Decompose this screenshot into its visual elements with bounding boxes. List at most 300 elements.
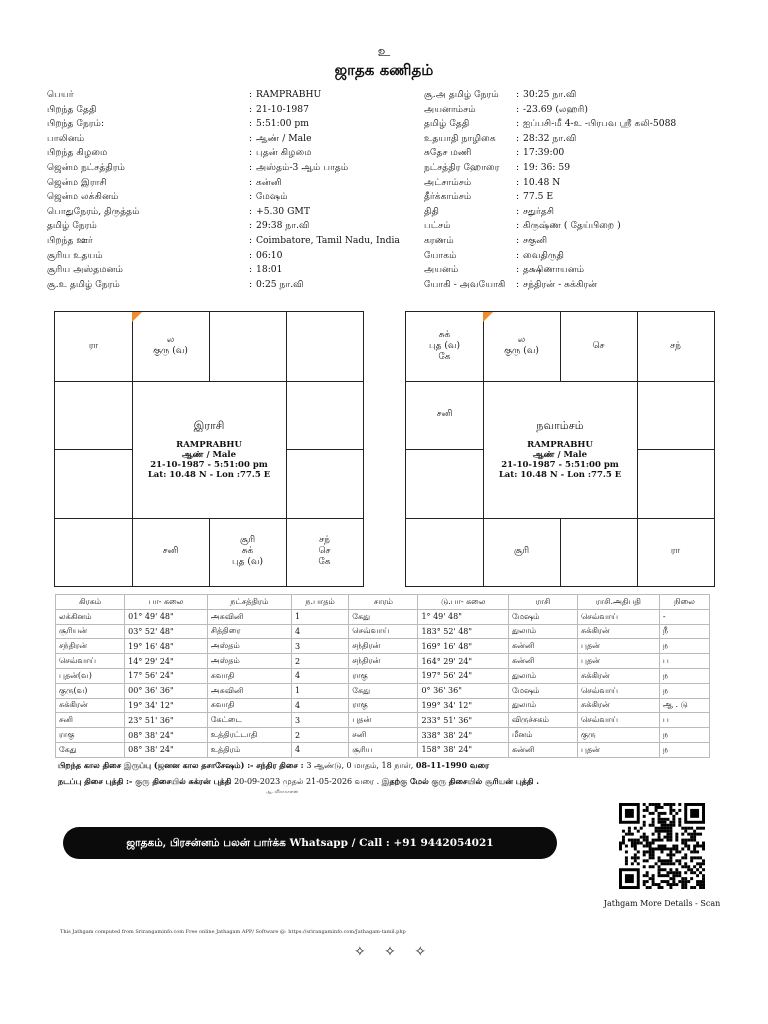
qr-module <box>699 845 702 848</box>
qr-module <box>681 865 684 868</box>
chart-house <box>286 312 363 381</box>
qr-module <box>666 859 669 862</box>
table-cell: மேஷம் <box>508 683 577 698</box>
table-row <box>56 654 710 669</box>
qr-module <box>696 842 699 845</box>
table-cell: உத்திரட்டாதி <box>207 728 291 743</box>
qr-module <box>666 853 669 856</box>
chart-house <box>55 449 132 518</box>
qr-module <box>696 850 699 853</box>
qr-module <box>666 827 669 830</box>
right-info-list <box>424 88 744 298</box>
info-label: ஜென்ம இராசி <box>47 176 107 188</box>
qr-module <box>643 850 646 853</box>
info-value: RAMPRABHU <box>256 89 322 100</box>
info-colon: : <box>249 220 253 232</box>
table-cell: கேது <box>349 683 418 698</box>
table-cell: 08° 38' 24" <box>125 742 208 757</box>
chart-house <box>132 518 209 587</box>
info-colon: : <box>516 147 520 159</box>
table-cell: 169° 16' 48" <box>418 639 509 654</box>
qr-module <box>702 880 705 883</box>
table-cell: சந்திரன் <box>349 639 418 654</box>
qr-module <box>640 836 643 839</box>
table-cell: 0° 36' 36" <box>418 683 509 698</box>
qr-module <box>684 827 687 830</box>
qr-module <box>661 886 664 889</box>
chart-house <box>406 449 483 518</box>
current-dasa-range: 20-09-2023 முதல் 21-05-2026 வரை . <box>234 777 382 786</box>
chart-house <box>637 381 714 450</box>
qr-module <box>672 880 675 883</box>
chart-house <box>209 518 286 587</box>
chart-house <box>406 312 483 381</box>
qr-module <box>646 880 649 883</box>
qr-module <box>702 862 705 865</box>
qr-module <box>699 880 702 883</box>
table-cell: செவ்வாய் <box>578 713 660 728</box>
page-title: ஜாதக கணிதம் <box>334 61 434 79</box>
info-row <box>47 190 387 205</box>
qr-module <box>625 856 628 859</box>
qr-module <box>693 836 696 839</box>
info-value: Coimbatore, Tamil Nadu, India <box>256 235 400 246</box>
qr-module <box>672 803 675 806</box>
table-cell: 1 <box>291 683 348 698</box>
qr-module <box>693 845 696 848</box>
qr-module <box>675 836 678 839</box>
qr-module <box>625 845 628 848</box>
table-cell: 08° 38' 24" <box>125 728 208 743</box>
qr-module <box>696 880 699 883</box>
qr-finder <box>690 809 699 818</box>
qr-module <box>672 862 675 865</box>
info-value: அஸ்தம்-3 ஆம் பாதம் <box>256 162 349 173</box>
info-row <box>47 278 387 293</box>
qr-module <box>690 850 693 853</box>
qr-module <box>655 806 658 809</box>
table-cell: ந <box>659 728 709 743</box>
table-cell: 338° 38' 24" <box>418 728 509 743</box>
qr-module <box>669 871 672 874</box>
chart-latlon: Lat: 10.48 N - Lon :77.5 E <box>498 469 622 480</box>
qr-module <box>669 827 672 830</box>
qr-module <box>646 886 649 889</box>
qr-module <box>669 806 672 809</box>
table-cell: அசுவினி <box>207 609 291 624</box>
qr-module <box>649 847 652 850</box>
qr-module <box>666 833 669 836</box>
qr-module <box>669 824 672 827</box>
qr-module <box>699 833 702 836</box>
ornament-icon: ✧ ✧ ✧ <box>354 944 434 960</box>
qr-module <box>643 853 646 856</box>
qr-code-icon[interactable] <box>619 803 705 889</box>
info-value: 10.48 N <box>523 176 561 188</box>
table-cell: 197° 56' 24" <box>418 668 509 683</box>
table-cell: ந <box>659 742 709 757</box>
table-cell: புதன் <box>349 713 418 728</box>
info-colon: : <box>516 278 520 290</box>
info-value: புதன் கிழமை <box>256 147 312 159</box>
table-cell: 164° 29' 24" <box>418 654 509 669</box>
qr-module <box>658 833 661 836</box>
info-row <box>47 205 387 220</box>
left-info-list <box>47 88 400 298</box>
info-row <box>47 219 387 234</box>
info-value: தக்ஷிணாயனம் <box>523 264 585 276</box>
current-dasa-label: நடப்பு திசை புத்தி :- குரு திசையில் சுக்ரன் புத்தி <box>58 776 235 786</box>
info-value: வைதிருதி <box>523 249 565 261</box>
table-cell: ஆ . டு <box>659 698 709 713</box>
dasa-balance-label: பிறந்த கால திசை இருப்பு (ஜனன கால தசாசேஷம்) :- சந்திர திசை : <box>58 760 307 770</box>
qr-module <box>631 842 634 845</box>
chart-house <box>286 518 363 587</box>
info-value: மேஷம் <box>256 191 288 203</box>
qr-module <box>643 809 646 812</box>
qr-module <box>655 862 658 865</box>
chart-native-name: RAMPRABHU <box>527 439 593 450</box>
info-label: பாலினம் <box>47 132 85 144</box>
qr-caption: Jathgam More Details - Scan <box>603 899 721 908</box>
qr-module <box>702 847 705 850</box>
qr-module <box>631 856 634 859</box>
qr-module <box>684 842 687 845</box>
qr-module <box>658 812 661 815</box>
info-label: சூரிய அஸ்தமனம் <box>47 264 123 276</box>
qr-module <box>658 883 661 886</box>
qr-module <box>661 818 664 821</box>
qr-module <box>655 809 658 812</box>
qr-module <box>658 815 661 818</box>
info-colon: : <box>249 176 253 188</box>
qr-module <box>672 883 675 886</box>
qr-module <box>652 856 655 859</box>
qr-module <box>640 827 643 830</box>
info-colon: : <box>249 162 253 173</box>
qr-module <box>702 874 705 877</box>
chart-datetime: 21-10-1987 - 5:51:00 pm <box>501 459 619 470</box>
qr-module <box>649 850 652 853</box>
chart-house <box>55 381 132 450</box>
qr-module <box>658 803 661 806</box>
qr-module <box>646 836 649 839</box>
info-colon: : <box>516 264 520 276</box>
qr-module <box>684 886 687 889</box>
qr-module <box>681 833 684 836</box>
info-value: 0:25 நா.வி <box>256 278 304 290</box>
chart-house <box>637 449 714 518</box>
qr-module <box>690 877 693 880</box>
qr-module <box>675 847 678 850</box>
qr-module <box>690 827 693 830</box>
info-colon: : <box>249 147 253 159</box>
table-cell: 4 <box>291 624 348 639</box>
table-row <box>56 624 710 639</box>
qr-module <box>678 821 681 824</box>
info-colon: : <box>249 235 253 246</box>
table-cell: 3 <box>291 639 348 654</box>
qr-module <box>663 836 666 839</box>
qr-module <box>652 833 655 836</box>
qr-module <box>646 842 649 845</box>
info-value: 29:38 நா.வி <box>256 220 310 232</box>
info-value: +5.30 GMT <box>256 205 310 217</box>
qr-module <box>687 839 690 842</box>
qr-module <box>702 827 705 830</box>
chart-house <box>560 518 637 587</box>
info-value: 19: 36: 59 <box>523 162 571 173</box>
qr-module <box>699 871 702 874</box>
qr-module <box>652 865 655 868</box>
info-value: 17:39:00 <box>523 147 565 159</box>
dasa-balance-line <box>58 760 489 771</box>
qr-module <box>643 803 646 806</box>
table-cell: ராகு <box>56 728 125 743</box>
qr-module <box>658 847 661 850</box>
info-value: 06:10 <box>256 249 283 261</box>
qr-module <box>661 874 664 877</box>
column-header: நட்சத்திரம் <box>207 595 291 610</box>
qr-module <box>661 827 664 830</box>
qr-module <box>631 862 634 865</box>
table-cell: ந <box>659 668 709 683</box>
table-cell: சந்திரன் <box>56 639 125 654</box>
qr-module <box>661 821 664 824</box>
house-planets: ல குரு (வ) <box>504 335 539 357</box>
qr-module <box>669 836 672 839</box>
qr-module <box>637 842 640 845</box>
info-label: சூரிய உதயம் <box>47 249 103 261</box>
table-cell: 19° 34' 12" <box>125 698 208 713</box>
info-value: சதுர்தசி <box>523 205 555 217</box>
column-header: ந.பாதம் <box>291 595 348 610</box>
table-cell: ராகு <box>349 668 418 683</box>
table-cell: சுக்கிரன் <box>578 624 660 639</box>
column-header: டு.பா- கலை <box>418 595 509 610</box>
qr-module <box>637 830 640 833</box>
info-value: 30:25 நா.வி <box>523 89 577 100</box>
qr-module <box>669 856 672 859</box>
qr-module <box>661 862 664 865</box>
qr-module <box>631 845 634 848</box>
qr-module <box>619 842 622 845</box>
info-row <box>424 146 744 161</box>
chart-house <box>406 381 483 450</box>
qr-module <box>634 859 637 862</box>
qr-module <box>672 871 675 874</box>
column-header: கிரகம் <box>56 595 125 610</box>
qr-module <box>699 883 702 886</box>
qr-module <box>672 853 675 856</box>
qr-module <box>684 862 687 865</box>
qr-module <box>672 821 675 824</box>
info-colon: : <box>516 205 520 217</box>
info-row <box>424 88 744 103</box>
info-colon: : <box>249 132 253 144</box>
table-row <box>56 683 710 698</box>
table-row <box>56 728 710 743</box>
chart-latlon: Lat: 10.48 N - Lon :77.5 E <box>147 469 271 480</box>
qr-module <box>652 883 655 886</box>
qr-module <box>684 853 687 856</box>
house-planets: ல குரு (வ) <box>153 335 188 357</box>
qr-module <box>649 877 652 880</box>
qr-module <box>661 850 664 853</box>
qr-module <box>684 856 687 859</box>
table-cell: புதன் <box>578 742 660 757</box>
qr-module <box>663 880 666 883</box>
qr-module <box>652 842 655 845</box>
qr-module <box>687 845 690 848</box>
qr-module <box>649 865 652 868</box>
qr-module <box>675 812 678 815</box>
qr-module <box>663 868 666 871</box>
qr-module <box>631 839 634 842</box>
table-cell: மேஷம் <box>508 609 577 624</box>
table-cell: குரு <box>578 728 660 743</box>
qr-module <box>643 865 646 868</box>
table-cell: குரு(வ) <box>56 683 125 698</box>
info-row <box>47 263 387 278</box>
info-colon: : <box>249 89 253 100</box>
qr-module <box>678 871 681 874</box>
qr-module <box>666 836 669 839</box>
qr-module <box>663 818 666 821</box>
qr-module <box>675 845 678 848</box>
qr-module <box>640 842 643 845</box>
info-colon: : <box>516 176 520 188</box>
chart-house <box>132 312 209 381</box>
qr-module <box>663 862 666 865</box>
info-label: ஜென்ம லக்கினம் <box>47 191 119 203</box>
table-cell: ந <box>659 683 709 698</box>
qr-module <box>652 839 655 842</box>
qr-module <box>696 827 699 830</box>
qr-module <box>646 809 649 812</box>
info-colon: : <box>249 249 253 261</box>
qr-module <box>637 839 640 842</box>
qr-module <box>658 830 661 833</box>
qr-module <box>637 850 640 853</box>
table-cell: 2 <box>291 654 348 669</box>
table-cell: 3 <box>291 713 348 728</box>
qr-module <box>658 859 661 862</box>
qr-module <box>643 824 646 827</box>
qr-module <box>663 827 666 830</box>
info-row <box>47 176 387 191</box>
info-colon: : <box>249 205 253 217</box>
info-colon: : <box>249 103 253 115</box>
column-header: ராசி.அதிபதி <box>578 595 660 610</box>
info-row <box>424 263 744 278</box>
chart-house <box>560 312 637 381</box>
qr-module <box>678 859 681 862</box>
info-colon: : <box>516 89 520 100</box>
qr-module <box>622 830 625 833</box>
column-header: நிலை <box>659 595 709 610</box>
info-label: பட்சம் <box>424 220 451 232</box>
table-cell: 2 <box>291 728 348 743</box>
qr-module <box>652 853 655 856</box>
table-cell: செவ்வாய் <box>56 654 125 669</box>
qr-module <box>643 836 646 839</box>
table-cell: உத்திரம் <box>207 742 291 757</box>
info-label: தமிழ் தேதி <box>424 118 470 130</box>
qr-module <box>643 821 646 824</box>
qr-module <box>702 883 705 886</box>
house-planets: செ <box>592 340 605 351</box>
qr-module <box>646 871 649 874</box>
column-header: ராசி <box>508 595 577 610</box>
current-dasa-line <box>58 776 539 787</box>
info-colon: : <box>516 162 520 173</box>
qr-module <box>637 862 640 865</box>
qr-module <box>628 827 631 830</box>
info-label: பொதுநேரம், திருத்தம் <box>47 205 140 217</box>
chart-house <box>55 518 132 587</box>
table-cell: ப <box>659 654 709 669</box>
qr-module <box>672 815 675 818</box>
qr-module <box>684 845 687 848</box>
qr-module <box>675 850 678 853</box>
qr-module <box>643 839 646 842</box>
qr-module <box>652 877 655 880</box>
qr-module <box>625 859 628 862</box>
table-cell: 4 <box>291 742 348 757</box>
table-cell: செவ்வாய் <box>578 683 660 698</box>
table-cell: ந <box>659 639 709 654</box>
chart-house <box>209 312 286 381</box>
table-cell: மீனம் <box>508 728 577 743</box>
table-cell: ராகு <box>349 698 418 713</box>
info-row <box>424 249 744 264</box>
info-value: சகுனி <box>523 235 548 246</box>
info-row <box>47 117 387 132</box>
info-value: 18:01 <box>256 264 283 276</box>
qr-module <box>655 883 658 886</box>
qr-module <box>622 842 625 845</box>
info-colon: : <box>516 249 520 261</box>
qr-module <box>669 850 672 853</box>
qr-module <box>690 856 693 859</box>
qr-module <box>658 868 661 871</box>
qr-module <box>669 812 672 815</box>
qr-module <box>696 874 699 877</box>
chart-title: நவாம்சம் <box>536 418 584 432</box>
qr-module <box>658 871 661 874</box>
qr-module <box>631 833 634 836</box>
qr-module <box>655 803 658 806</box>
table-row <box>56 609 710 624</box>
qr-module <box>681 839 684 842</box>
qr-module <box>663 859 666 862</box>
qr-module <box>675 883 678 886</box>
qr-module <box>681 877 684 880</box>
info-value: கன்னி <box>256 176 282 188</box>
qr-module <box>655 827 658 830</box>
qr-module <box>681 856 684 859</box>
table-cell: துலாம் <box>508 668 577 683</box>
qr-module <box>652 812 655 815</box>
table-row <box>56 698 710 713</box>
qr-module <box>646 845 649 848</box>
contact-banner[interactable]: ஜாதகம், பிரசன்னம் பலன் பார்க்க Whatsapp / Call : +91 9442054021 <box>63 827 557 859</box>
table-cell: 4 <box>291 668 348 683</box>
qr-module <box>666 847 669 850</box>
qr-module <box>699 862 702 865</box>
table-row <box>56 713 710 728</box>
